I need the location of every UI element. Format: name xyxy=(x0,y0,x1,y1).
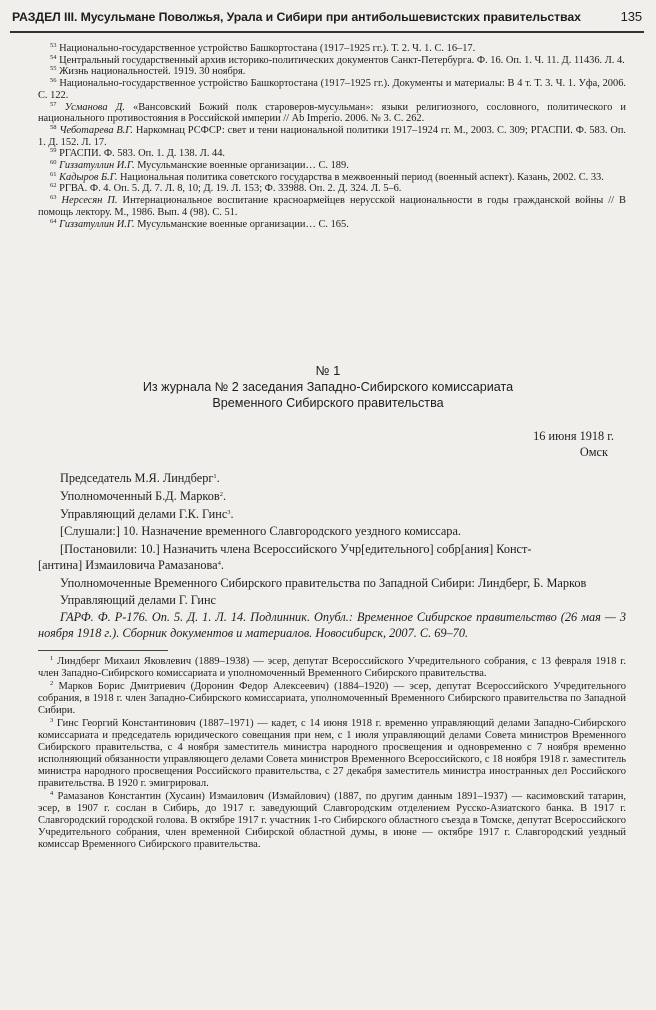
endnote xyxy=(38,172,626,184)
endnote-author: Чеботарева В.Г. xyxy=(59,124,134,136)
document-date: 16 июня 1918 г. xyxy=(533,429,614,443)
endnote-number: 54 xyxy=(50,53,57,61)
footnote-text: Марков Борис Дмитриевич (Доронин Федор Алексеевич) (1884–1920) — эсер, депутат Всероссийского Учредительного собрания, в 1918 г. член Западно-Сибирского комиссариата, уполномоченный Временного Сибирского правительства по Западной Сибири. xyxy=(38,681,627,716)
endnotes-block xyxy=(38,43,626,230)
footnote-ref: 1 xyxy=(213,473,217,480)
endnote-text: Национально-государственное устройство Башкортостана (1917–1925 гг.). Документы и материалы: В 4 т. Т. 3. Ч. 1. Уфа, 2006. С. 122. xyxy=(38,78,626,101)
footnote-ref: 3 xyxy=(227,508,231,516)
endnote xyxy=(38,148,626,160)
footnote xyxy=(38,656,626,680)
signers-line-2: Управляющий делами Г. Гинс xyxy=(60,593,217,608)
endnote xyxy=(38,43,626,55)
footnote-rule xyxy=(38,650,168,651)
endnote xyxy=(38,160,626,172)
endnote xyxy=(38,55,626,67)
resolved-line: [Постановили: 10.] Назначить члена Всероссийского Учр[едительного] собр[ания] Конст- xyxy=(60,542,532,557)
footnotes-block xyxy=(38,656,626,852)
protocol-text xyxy=(38,471,626,611)
endnote-author: Гиззатуллин И.Г. xyxy=(59,218,135,230)
running-head xyxy=(12,9,642,27)
endnote-text: Жизнь национальностей. 1919. 30 ноября. xyxy=(59,66,246,78)
endnote-text: «Вансовский Божий полк староверов-мусульман»: языки религиозного, сословного, политического и национального противостояния в Российской империи // Ab Imperio. 2006. № 3. С. 262. xyxy=(38,101,626,125)
footnote xyxy=(38,718,626,790)
chair-line: Председатель М.Я. Линдберг$^1$. xyxy=(60,471,220,485)
endnote-number: 58 xyxy=(50,123,57,131)
endnote-number: 59 xyxy=(50,147,57,155)
endnote-text: Мусульманские военные организации… С. 189. xyxy=(134,160,349,172)
resolved-line-cont: [антина] Измаиловича Рамазанова$^4$. xyxy=(38,557,224,572)
footnote-text: Линдберг Михаил Яковлевич (1889–1938) — эсер, депутат Всероссийского Учредительного собрания, с 13 февраля 1918 г. член Западно-Сибирского комиссариата и уполномоченный Временного Сибирского правительства. xyxy=(38,656,626,679)
endnote-number: 62 xyxy=(50,182,57,190)
endnote-number: 64 xyxy=(50,217,57,225)
footnote-ref: 2 xyxy=(219,490,223,498)
endnote xyxy=(38,102,626,125)
endnote-text: Национальная политика советского государства в межвоенный период (военный аспект). Казань, 2002. С. 33. xyxy=(117,171,604,183)
endnote xyxy=(38,66,626,78)
footnote-text: Гинс Георгий Константинович (1887–1971) — кадет, с 14 июня 1918 г. временно управляющий делами Западно-Сибирского комиссариата и председатель юридического совещания при нем, с 1 июля управляющий делами Совета министров Временного Сибирского правительства, с 4 ноября заместитель министра народного просвещения и одновременно с 7 ноября временно исполняющий обязанности управляющего делами Совета министров Временного Всероссийского, с 18 ноября 1918 г. заместитель министра народного просвещения Российского правительства, с 27 декабря заместитель министра иностранных дел Российского правительства. В 1920 г. эмигрировал. xyxy=(38,718,627,789)
signers-line-1: Уполномоченные Временного Сибирского правительства по Западной Сибири: Линдберг, Б. Марков xyxy=(60,575,587,590)
endnote-number: 63 xyxy=(50,194,57,202)
footnote-number: 3 xyxy=(50,717,54,724)
document-number: № 1 xyxy=(315,363,341,378)
header-rule xyxy=(10,31,644,33)
footnote-text: Рамазанов Константин (Хусаин) Измаилович (Измайлович) (1887, по другим данным 1891–1937) — касимовский татарин, эсер, в 1907 г. сослан в Сибирь, до 1917 г. заведующий Славгородским отделением Русско-Азиатского банка. В 1917 г. Славгородский городской голова. В октябре 1917 г. участник 1-го Сибирского областного съезда в Томске, депутат Всероссийского Учредительного собрания, член временной Сибирской областной думы, в июне — октябре 1917 г. Славгородский уездный комиссар Временного Сибирского правительства. xyxy=(38,791,627,850)
footnote-number: 2 xyxy=(50,680,54,687)
endnote xyxy=(38,183,626,195)
document-place: Омск xyxy=(579,445,608,459)
dateline xyxy=(533,428,614,460)
heard-line: [Слушали:] 10. Назначение временного Славгородского уездного комиссара. xyxy=(60,524,461,539)
footnote-number: 4 xyxy=(50,790,54,797)
page-number: 135 xyxy=(620,9,642,24)
footnote xyxy=(38,791,626,851)
endnote-number: 56 xyxy=(50,77,57,85)
section-title: РАЗДЕЛ III. Мусульмане Поволжья, Урала и Сибири при антибольшевистских правительствах xyxy=(12,10,581,24)
endnote-text: Национально-государственное устройство Башкортостана (1917–1925 гг.). Т. 2. Ч. 1. С. 16–17. xyxy=(59,43,476,54)
endnote-text: Центральный государственный архив историко-политических документов Санкт-Петербурга. Ф. 16. Оп. 1. Ч. 11. Д. 11436. Л. 4. xyxy=(59,54,625,66)
endnote xyxy=(38,78,626,101)
endnote-number: 55 xyxy=(50,65,57,73)
endnote-text: Интернациональное воспитание красноармейцев нерусской национальности в годы гражданской войны // В помощь лектору. М., 1986. Вып. 4 (98). С. 51. xyxy=(38,195,626,218)
endnote-number: 60 xyxy=(50,159,57,167)
manager-line: Управляющий делами Г.К. Гинс$^3$. xyxy=(60,506,234,521)
endnote-text: РГВА. Ф. 4. Оп. 5. Д. 7. Л. 8, 10; Д. 19. Л. 153; Ф. 33988. Оп. 2. Д. 324. Л. 5–6. xyxy=(59,183,402,195)
endnote-text: Наркомнац РСФСР: свет и тени национальной политики 1917–1924 гг. М., 2003. С. 309; РГАСПИ. Ф. 583. Оп. 1. Д. 152. Л. 17. xyxy=(38,124,626,148)
footnote xyxy=(38,681,626,717)
archival-source: ГАРФ. Ф. Р-176. Оп. 5. Д. 1. Л. 14. Подлинник. Опубл.: Временное Сибирское правительство (26 мая — 3 ноября 1918 г.). Сборник документов и материалов. Новосибирск, 2007. С. 69–70. xyxy=(38,610,626,640)
endnote-number: 57 xyxy=(50,100,57,108)
document-title-line-1: Из журнала № 2 заседания Западно-Сибирского комиссариата xyxy=(142,380,514,394)
plenipotentiary-line: Уполномоченный Б.Д. Марков$^2$. xyxy=(60,488,227,503)
endnote xyxy=(38,125,626,148)
endnote-author: Усманова Д. xyxy=(64,101,125,113)
endnote xyxy=(38,219,626,231)
document-title-line-2: Временного Сибирского правительства xyxy=(212,395,444,410)
footnote-number: 1 xyxy=(50,655,54,662)
footnote-ref: 4 xyxy=(217,559,221,567)
endnote-number: 53 xyxy=(50,42,57,49)
endnote-text: Мусульманские военные организации… С. 165. xyxy=(134,218,349,230)
endnote-number: 61 xyxy=(50,170,57,178)
endnote-author: Кадыров Б.Г. xyxy=(59,171,118,183)
endnote-author: Нерсесян П. xyxy=(61,195,118,207)
endnote xyxy=(38,195,626,218)
document-title xyxy=(0,380,656,411)
endnote-text: РГАСПИ. Ф. 583. Оп. 1. Д. 138. Л. 44. xyxy=(59,148,226,160)
endnote-author: Гиззатуллин И.Г. xyxy=(59,160,135,172)
